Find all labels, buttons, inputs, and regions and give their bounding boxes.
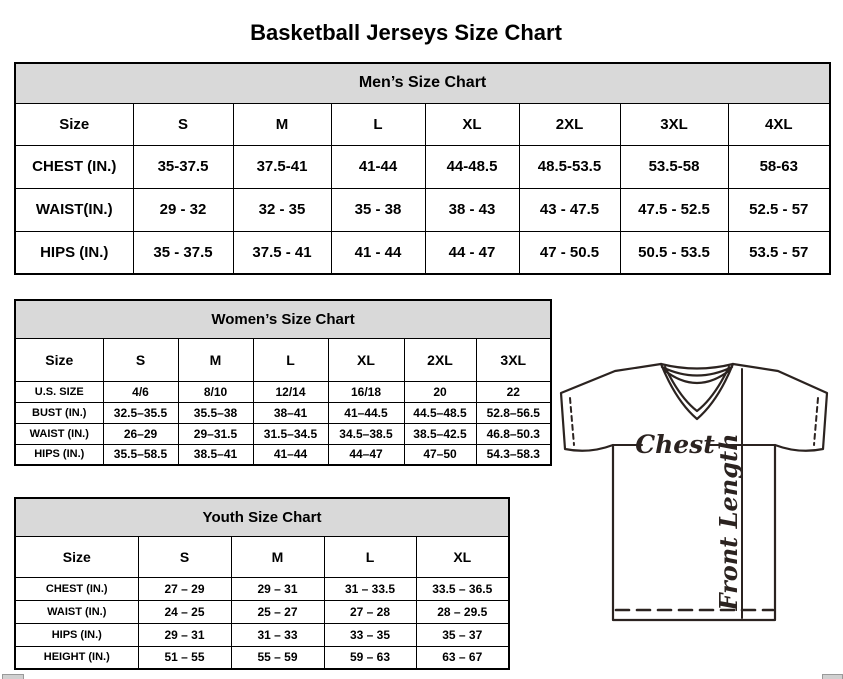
youth-table-row [15,646,509,669]
women-column-header-3xl: 3XL [476,338,551,381]
youth-table-band [15,498,509,536]
mens-size-table [14,62,831,275]
men-data-cell: 52.5 - 57 [728,188,830,231]
jersey-measurement-diagram [556,356,838,628]
womens-size-table [14,299,552,466]
men-column-header-size: Size [15,103,133,145]
women-data-cell: 8/10 [178,381,253,402]
men-data-cell: 41-44 [331,145,425,188]
youth-column-header-m: M [231,536,324,577]
women-data-cell: 38.5–42.5 [404,423,476,444]
men-data-cell: 41 - 44 [331,231,425,274]
men-table-band [15,63,830,103]
men-data-cell: 37.5 - 41 [233,231,331,274]
men-table-row [15,231,830,274]
men-data-cell: 44-48.5 [425,145,519,188]
youth-size-table [14,497,510,670]
youth-row-label: HIPS (IN.) [15,623,138,646]
men-data-cell: 47 - 50.5 [519,231,620,274]
women-data-cell: 46.8–50.3 [476,423,551,444]
men-data-cell: 43 - 47.5 [519,188,620,231]
women-row-label: U.S. SIZE [15,381,103,402]
women-data-cell: 31.5–34.5 [253,423,328,444]
women-column-header-row [15,338,551,381]
women-data-cell: 34.5–38.5 [328,423,404,444]
youth-data-cell: 31 – 33 [231,623,324,646]
women-column-header-l: L [253,338,328,381]
women-table-row [15,402,551,423]
women-data-cell: 38–41 [253,402,328,423]
youth-data-cell: 63 – 67 [416,646,509,669]
women-data-cell: 41–44.5 [328,402,404,423]
women-column-header-m: M [178,338,253,381]
men-data-cell: 53.5-58 [620,145,728,188]
women-table-row [15,423,551,444]
vneck-inner-line [665,367,729,411]
women-data-cell: 35.5–58.5 [103,444,178,465]
horizontal-scrollbar-left-fragment[interactable] [2,674,24,679]
youth-column-header-l: L [324,536,416,577]
youth-row-label: HEIGHT (IN.) [15,646,138,669]
youth-data-cell: 55 – 59 [231,646,324,669]
chest-label: Chest [635,430,715,459]
right-sleeve-dashed-seam [814,398,818,445]
youth-data-cell: 29 – 31 [231,577,324,600]
women-data-cell: 52.8–56.5 [476,402,551,423]
men-row-label: HIPS (IN.) [15,231,133,274]
youth-data-cell: 27 – 28 [324,600,416,623]
youth-table-title: Youth Size Chart [15,498,509,536]
men-column-header-m: M [233,103,331,145]
women-data-cell: 29–31.5 [178,423,253,444]
women-table-title: Women’s Size Chart [15,300,551,338]
women-row-label: WAIST (IN.) [15,423,103,444]
women-column-header-2xl: 2XL [404,338,476,381]
women-data-cell: 44.5–48.5 [404,402,476,423]
women-data-cell: 16/18 [328,381,404,402]
women-data-cell: 4/6 [103,381,178,402]
men-column-header-row [15,103,830,145]
women-row-label: HIPS (IN.) [15,444,103,465]
men-data-cell: 50.5 - 53.5 [620,231,728,274]
men-table-title: Men’s Size Chart [15,63,830,103]
women-data-cell: 35.5–38 [178,402,253,423]
women-data-cell: 32.5–35.5 [103,402,178,423]
youth-table-row [15,577,509,600]
women-data-cell: 22 [476,381,551,402]
men-data-cell: 29 - 32 [133,188,233,231]
women-row-label: BUST (IN.) [15,402,103,423]
youth-row-label: CHEST (IN.) [15,577,138,600]
men-row-label: WAIST(IN.) [15,188,133,231]
men-data-cell: 58-63 [728,145,830,188]
youth-row-label: WAIST (IN.) [15,600,138,623]
youth-column-header-s: S [138,536,231,577]
men-data-cell: 37.5-41 [233,145,331,188]
women-table-band [15,300,551,338]
women-column-header-xl: XL [328,338,404,381]
men-data-cell: 47.5 - 52.5 [620,188,728,231]
men-data-cell: 35 - 37.5 [133,231,233,274]
left-sleeve-dashed-seam [570,398,574,445]
men-column-header-s: S [133,103,233,145]
women-data-cell: 12/14 [253,381,328,402]
women-data-cell: 38.5–41 [178,444,253,465]
men-data-cell: 48.5-53.5 [519,145,620,188]
women-column-header-s: S [103,338,178,381]
men-table-row [15,188,830,231]
women-table-row [15,444,551,465]
youth-data-cell: 33 – 35 [324,623,416,646]
youth-data-cell: 35 – 37 [416,623,509,646]
youth-data-cell: 31 – 33.5 [324,577,416,600]
men-column-header-4xl: 4XL [728,103,830,145]
men-data-cell: 38 - 43 [425,188,519,231]
men-column-header-xl: XL [425,103,519,145]
women-column-header-size: Size [15,338,103,381]
women-table-row [15,381,551,402]
youth-column-header-xl: XL [416,536,509,577]
youth-data-cell: 59 – 63 [324,646,416,669]
jersey-outline [561,364,827,620]
men-column-header-2xl: 2XL [519,103,620,145]
men-row-label: CHEST (IN.) [15,145,133,188]
youth-column-header-row [15,536,509,577]
men-data-cell: 53.5 - 57 [728,231,830,274]
horizontal-scrollbar-right-fragment[interactable] [822,674,843,679]
men-data-cell: 35 - 38 [331,188,425,231]
page-title: Basketball Jerseys Size Chart [250,19,562,45]
collar-band-arc-1 [661,364,733,369]
youth-data-cell: 27 – 29 [138,577,231,600]
youth-table-row [15,623,509,646]
men-data-cell: 32 - 35 [233,188,331,231]
women-data-cell: 47–50 [404,444,476,465]
men-data-cell: 35-37.5 [133,145,233,188]
front-length-label: Front Length [714,433,743,611]
youth-data-cell: 25 – 27 [231,600,324,623]
men-column-header-3xl: 3XL [620,103,728,145]
youth-data-cell: 33.5 – 36.5 [416,577,509,600]
youth-data-cell: 29 – 31 [138,623,231,646]
youth-column-header-size: Size [15,536,138,577]
women-data-cell: 54.3–58.3 [476,444,551,465]
men-table-row [15,145,830,188]
women-data-cell: 26–29 [103,423,178,444]
women-data-cell: 20 [404,381,476,402]
youth-table-row [15,600,509,623]
youth-data-cell: 28 – 29.5 [416,600,509,623]
youth-data-cell: 51 – 55 [138,646,231,669]
women-data-cell: 41–44 [253,444,328,465]
youth-data-cell: 24 – 25 [138,600,231,623]
women-data-cell: 44–47 [328,444,404,465]
men-column-header-l: L [331,103,425,145]
men-data-cell: 44 - 47 [425,231,519,274]
